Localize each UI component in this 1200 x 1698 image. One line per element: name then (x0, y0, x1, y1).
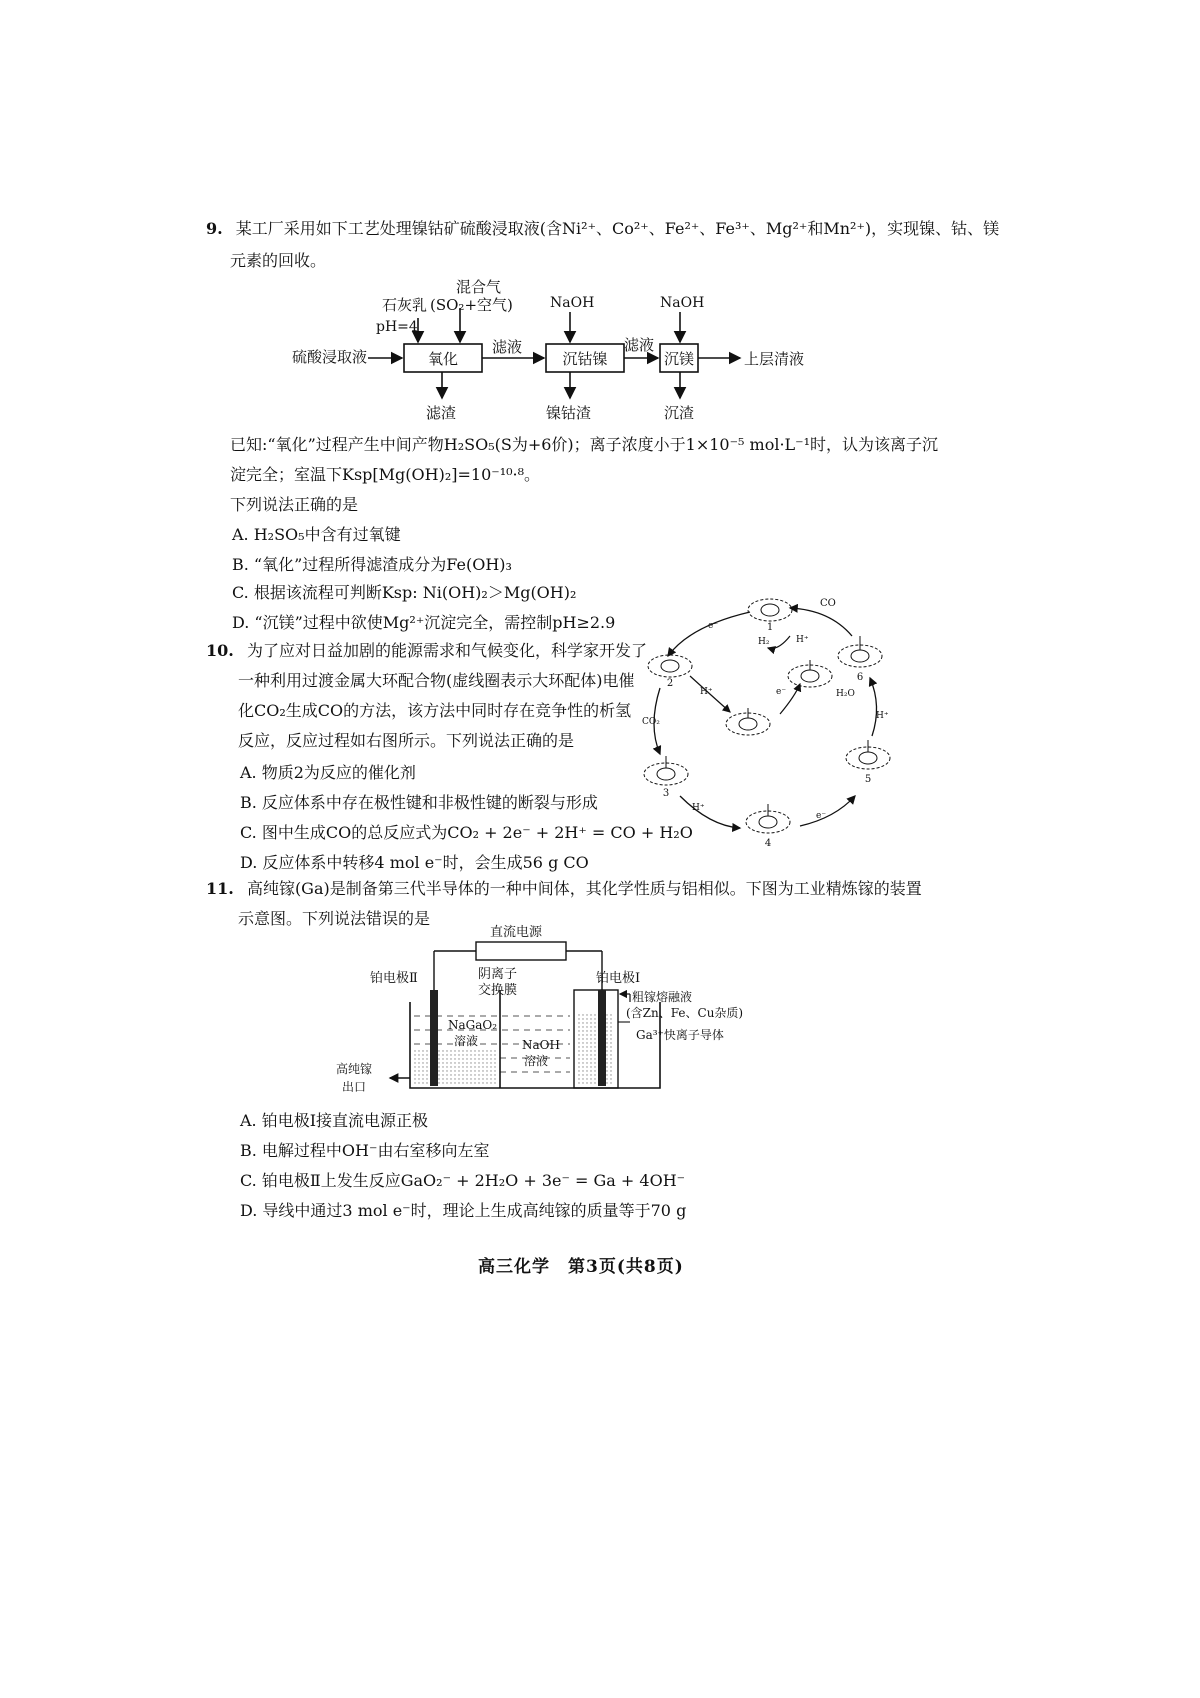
species-dihydride (788, 660, 832, 687)
q10-option-c: C. 图中生成CO的总反应式为CO₂ + 2e⁻ + 2H⁺ = CO + H₂O (240, 823, 693, 842)
q10-stem-line1: 10. 为了应对日益加剧的能源需求和气候变化，科学家开发了 (206, 641, 647, 660)
svg-text:6: 6 (856, 672, 864, 683)
flow-filtrate2: 滤液 (624, 336, 655, 354)
svg-text:4: 4 (764, 838, 772, 849)
label-conductor: Ga³⁺快离子导体 (636, 1028, 724, 1042)
label-electrode-ii: 铂电极Ⅱ (370, 971, 418, 986)
label-electrode-i: 铂电极Ⅰ (596, 971, 641, 986)
flow-naoh2: NaOH (660, 295, 705, 311)
q9-stem-line1: 9. 某工厂采用如下工艺处理镍钴矿硫酸浸取液(含Ni²⁺、Co²⁺、Fe²⁺、Fe³⁺、Mg²⁺和Mn²⁺)，实现镍、钴、镁 (206, 219, 1000, 238)
flow-filtrate1: 滤液 (492, 338, 523, 356)
q9-known-line2: 淀完全；室温下Ksp[Mg(OH)₂]=10⁻¹⁰·⁸。 (230, 465, 541, 484)
species-1 (748, 599, 792, 633)
label-e-3: e⁻ (816, 811, 827, 821)
q10-cycle-svg (640, 596, 900, 856)
species-2 (648, 655, 692, 689)
q10-option-d: D. 反应体系中转移4 mol e⁻时，会生成56 g CO (240, 853, 589, 872)
q9-option-b: B. “氧化”过程所得滤渣成分为Fe(OH)₃ (232, 555, 512, 574)
flow-residue3: 沉渣 (664, 404, 695, 422)
q11-number: 11. (206, 879, 234, 898)
label-crude-2: (含Zn、Fe、Cu杂质) (626, 1006, 744, 1020)
label-power: 直流电源 (490, 925, 543, 940)
cycle-arc-3-4 (680, 796, 740, 828)
label-membrane-1: 阴离子 (478, 967, 518, 982)
q11-stem-line1: 11. 高纯镓(Ga)是制备第三代半导体的一种中间体，其化学性质与铝相似。下图为工业精炼镓的装置 (206, 879, 922, 898)
flow-output: 上层清液 (744, 350, 805, 368)
label-co: CO (820, 598, 836, 609)
svg-text:5: 5 (864, 774, 872, 785)
label-outlet-2: 出口 (342, 1080, 367, 1094)
flow-input: 硫酸浸取液 (292, 348, 368, 366)
q9-ask: 下列说法正确的是 (230, 495, 359, 514)
q9-stem-line2: 元素的回收。 (230, 251, 327, 270)
label-hplus-right: H⁺ (876, 711, 889, 721)
cycle-arc-1-2 (668, 612, 750, 656)
label-hplus-top: H⁺ (796, 635, 809, 645)
label-co2: CO₂ (642, 717, 660, 727)
label-h2: H₂ (758, 637, 770, 647)
q10-stem-line4: 反应，反应过程如右图所示。下列说法正确的是 (238, 731, 575, 750)
label-hplus-left: H⁺ (700, 687, 713, 697)
species-3 (644, 756, 688, 799)
label-membrane-2: 交换膜 (478, 983, 518, 998)
species-hydride (726, 708, 770, 735)
species-6 (838, 636, 882, 683)
label-e-1: e⁻ (708, 621, 719, 631)
cycle-arc-6-1 (790, 608, 852, 636)
q9-number: 9. (206, 219, 223, 238)
species-4 (746, 804, 790, 849)
electrode-i (598, 990, 606, 1086)
flow-ph: pH=4 (376, 319, 418, 335)
label-left-sol-1: NaGaO₂ (448, 1018, 498, 1032)
q10-option-b: B. 反应体系中存在极性键和非极性键的断裂与形成 (240, 793, 598, 812)
label-right-sol-2: 溶液 (524, 1054, 549, 1068)
flow-gas-1: 混合气 (456, 278, 502, 296)
svg-text:2: 2 (666, 678, 674, 689)
q10-stem-line3: 化CO₂生成CO的方法，该方法中同时存在竞争性的析氢 (238, 701, 632, 720)
cycle-arc-4-5 (800, 796, 855, 826)
label-hplus-bottom: H⁺ (692, 803, 705, 813)
label-outlet-1: 高纯镓 (336, 1062, 373, 1076)
flow-gas-2: (SO₂+空气) (430, 296, 513, 314)
cycle-arc-5-6 (870, 678, 877, 736)
q11-option-a: A. 铂电极Ⅰ接直流电源正极 (240, 1111, 429, 1130)
q10-stem-line2: 一种利用过渡金属大环配合物(虚线圈表示大环配体)电催 (238, 671, 635, 690)
ga-pool (414, 1050, 498, 1086)
label-left-sol-2: 溶液 (454, 1034, 479, 1048)
flow-residue1: 滤渣 (426, 404, 457, 422)
electrode-ii (430, 990, 438, 1086)
flow-lime: 石灰乳 (382, 296, 428, 314)
inner-arc-h2 (768, 636, 790, 649)
q9-option-c: C. 根据该流程可判断Ksp: Ni(OH)₂＞Mg(OH)₂ (232, 583, 577, 602)
svg-text:3: 3 (662, 788, 670, 799)
label-crude-1: 粗镓熔融液 (632, 990, 693, 1004)
flow-precip-nico: 沉钴镍 (562, 350, 608, 368)
label-right-sol-1: NaOH (522, 1038, 560, 1052)
page-footer: 高三化学 第3页(共8页) (478, 1257, 684, 1277)
q9-flowchart (280, 280, 840, 430)
species-5 (846, 740, 890, 785)
label-e-2: e⁻ (776, 687, 787, 697)
svg-text:1: 1 (766, 622, 774, 633)
label-h2o: H₂O (836, 689, 855, 699)
q10-cycle-diagram (640, 596, 900, 856)
q10-option-a: A. 物质2为反应的催化剂 (240, 763, 416, 782)
q11-cell-diagram (330, 925, 810, 1106)
q10-number: 10. (206, 641, 234, 660)
q11-option-b: B. 电解过程中OH⁻由右室移向左室 (240, 1141, 490, 1160)
power-supply-box (476, 942, 566, 960)
q9-option-d: D. “沉镁”过程中欲使Mg²⁺沉淀完全，需控制pH≥2.9 (232, 613, 616, 632)
q9-option-a: A. H₂SO₅中含有过氧键 (232, 525, 401, 544)
q11-option-d: D. 导线中通过3 mol e⁻时，理论上生成高纯镓的质量等于70 g (240, 1201, 687, 1220)
flow-residue2: 镍钴渣 (546, 404, 592, 422)
flow-precip-mg: 沉镁 (663, 350, 694, 368)
q11-option-c: C. 铂电极Ⅱ上发生反应GaO₂⁻ + 2H₂O + 3e⁻ = Ga + 4OH⁻ (240, 1171, 686, 1190)
flow-oxidize: 氧化 (427, 350, 458, 368)
q11-stem-line2: 示意图。下列说法错误的是 (238, 909, 431, 928)
q9-known-line1: 已知:“氧化”过程产生中间产物H₂SO₅(S为+6价)；离子浓度小于1×10⁻⁵ mol·L⁻¹时，认为该离子沉 (230, 435, 939, 454)
flow-naoh1: NaOH (550, 295, 595, 311)
